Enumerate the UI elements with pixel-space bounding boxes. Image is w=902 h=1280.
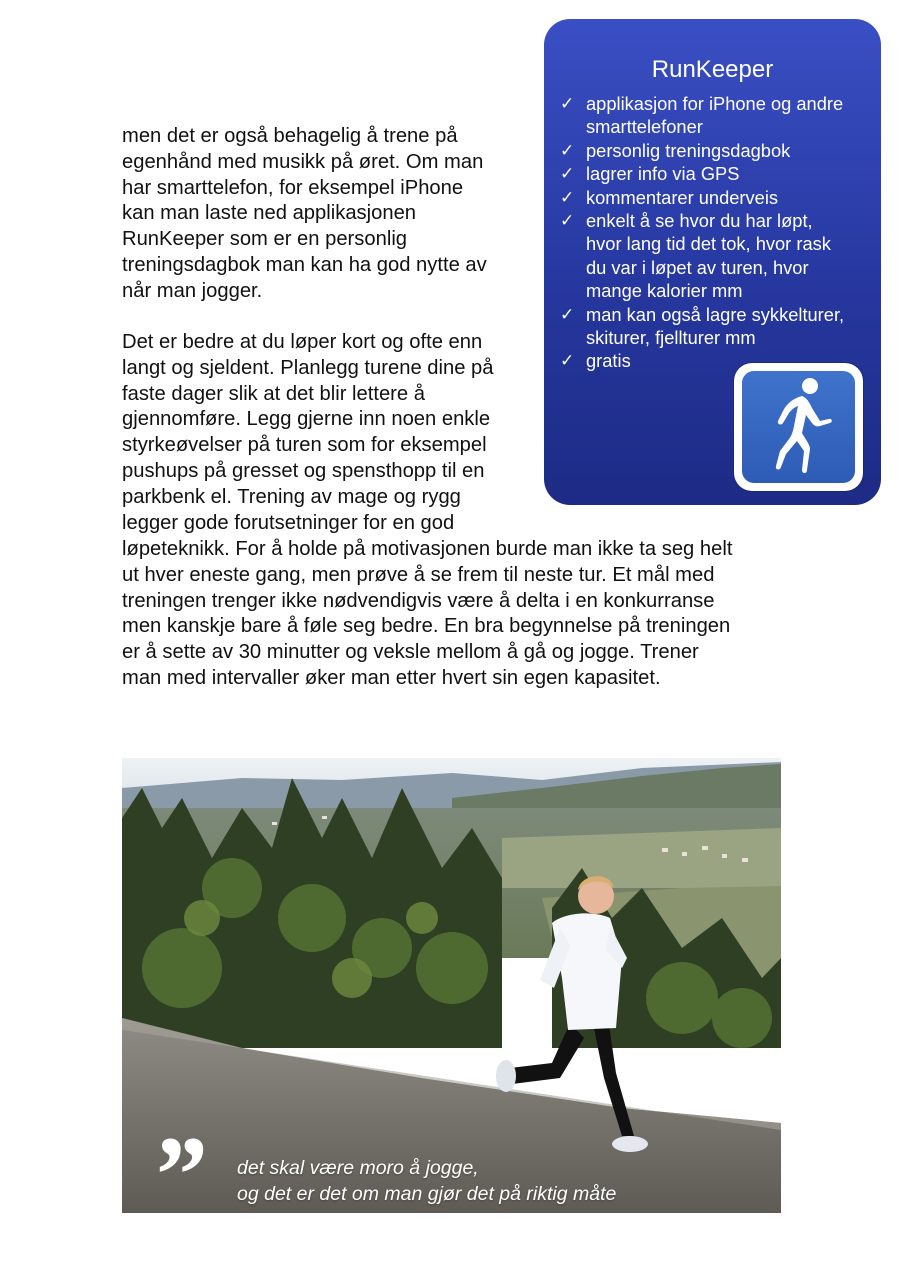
text-line: langt og sjeldent. Planlegg turene dine på	[122, 356, 494, 379]
text-line: gjennomføre. Legg gjerne inn noen enkle	[122, 408, 491, 431]
feature-text-line: enkelt å se hvor du har løpt,	[586, 210, 813, 232]
feature-list-item	[560, 209, 870, 303]
text-line: treningen trenger ikke nødvendigvis være å delta i en konkurranse	[122, 589, 715, 612]
check-icon: ✓	[560, 304, 575, 324]
feature-text-line: man kan også lagre sykkelturer,	[586, 303, 845, 325]
text-line: ut hver eneste gang, men prøve å se frem til neste tur. Et mål med	[122, 563, 715, 586]
text-line: man med intervaller øker man etter hvert sin egen kapasitet.	[122, 666, 661, 689]
paragraph-intro	[122, 124, 522, 305]
text-line: legger gode forutsetninger for en god	[122, 511, 455, 534]
paragraph-advice	[122, 330, 522, 536]
feature-text-line: applikasjon for iPhone og andre	[586, 93, 844, 114]
feature-text-line: du var i løpet av turen, hvor	[586, 256, 809, 278]
text-line: men kanskje bare å føle seg bedre. En bra begynnelse på treningen	[122, 615, 731, 638]
text-line: men det er også behagelig å trene på	[122, 125, 458, 147]
text-line: har smarttelefon, for eksempel iPhone	[122, 176, 464, 199]
photo-quote	[237, 1155, 757, 1207]
quote-line: og det er det om man gjør det på riktig måte	[237, 1183, 617, 1205]
check-icon: ✓	[560, 94, 575, 113]
text-line: kan man laste ned applikasjonen	[122, 202, 417, 225]
text-line: når man jogger.	[122, 279, 263, 302]
feature-list-item	[560, 186, 870, 209]
feature-list	[560, 92, 870, 373]
feature-list-item	[560, 162, 870, 185]
text-line: løpeteknikk. For å holde på motivasjonen burde man ikke ta seg helt	[122, 538, 733, 560]
feature-text-line: hvor lang tid det tok, hvor rask	[586, 233, 831, 255]
text-line: styrkeøvelser på turen som for eksempel	[122, 434, 487, 457]
feature-text-line: mange kalorier mm	[586, 280, 743, 302]
feature-list-item	[560, 303, 870, 350]
feature-list-item	[560, 92, 870, 139]
check-icon: ✓	[560, 211, 575, 231]
runkeeper-app-icon	[734, 363, 863, 491]
paragraph-advice-continued	[122, 537, 802, 692]
sidebar-title: RunKeeper	[651, 56, 774, 83]
check-icon: ✓	[560, 164, 575, 184]
feature-text-line: gratis	[586, 350, 631, 372]
text-line: pushups på gresset og spensthopp til en	[122, 459, 485, 482]
check-icon: ✓	[560, 187, 575, 207]
feature-text-line: skiturer, fjellturer mm	[586, 327, 756, 349]
text-line: treningsdagbok man kan ha god nytte av	[122, 253, 487, 276]
running-man-icon	[742, 371, 855, 483]
quote-line: det skal være moro å jogge,	[237, 1157, 479, 1179]
quote-mark-icon: ”	[150, 1114, 199, 1236]
feature-text-line: personlig treningsdagbok	[586, 139, 791, 161]
runkeeper-sidebar-box	[544, 19, 881, 505]
text-line: egenhånd med musikk på øret. Om man	[122, 150, 484, 173]
feature-text-line: kommentarer underveis	[586, 186, 779, 208]
text-line: er å sette av 30 minutter og veksle mellom å gå og jogge. Trener	[122, 641, 699, 664]
check-icon: ✓	[560, 140, 575, 160]
runner-on-rock-photo	[122, 718, 781, 1213]
text-line: faste dager slik at det blir lettere å	[122, 382, 425, 405]
text-line: parkbenk el. Trening av mage og rygg	[122, 485, 461, 508]
feature-text-line: smarttelefoner	[586, 116, 703, 138]
feature-text-line: lagrer info via GPS	[586, 163, 740, 185]
text-line: RunKeeper som er en personlig	[122, 228, 408, 251]
feature-list-item	[560, 139, 870, 162]
text-line: Det er bedre at du løper kort og ofte enn	[122, 331, 483, 353]
check-icon: ✓	[560, 351, 575, 371]
